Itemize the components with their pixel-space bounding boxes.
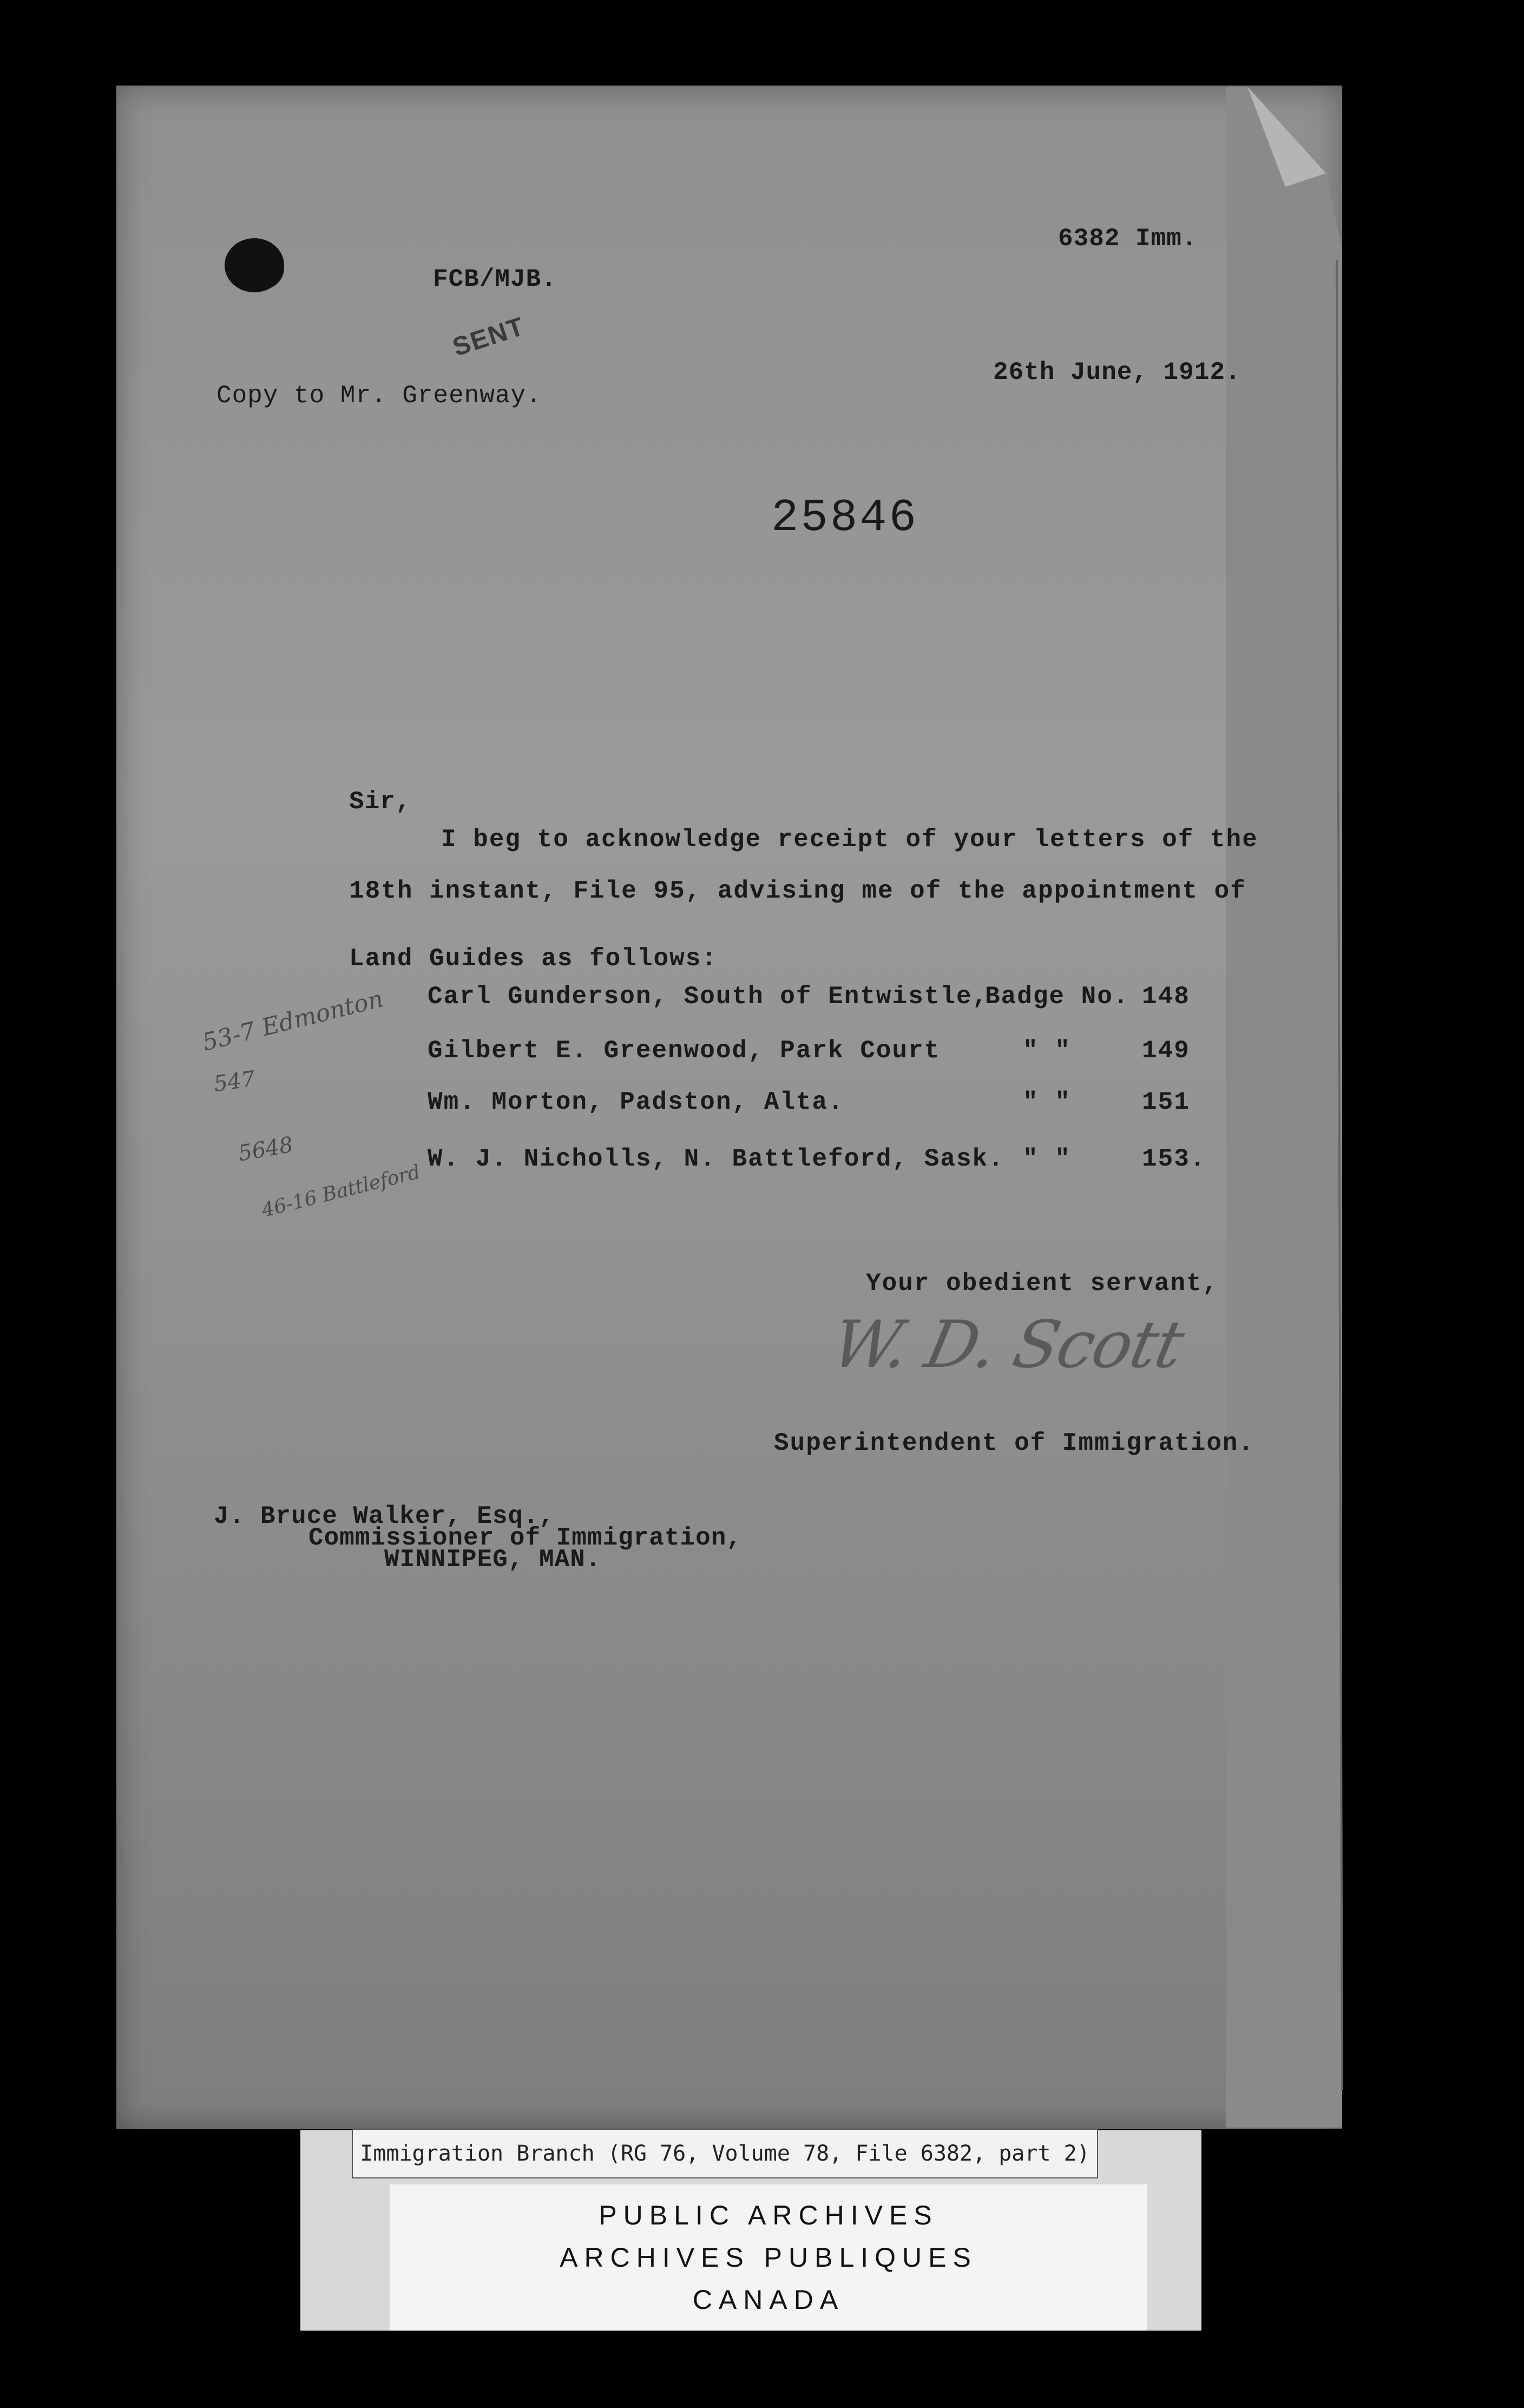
sent-stamp: SENT xyxy=(449,312,528,362)
file-reference: 6382 Imm. xyxy=(1058,225,1198,253)
letter-date: 26th June, 1912. xyxy=(993,358,1241,387)
guide-badge-label: " " xyxy=(1023,1037,1071,1065)
addressee-title: Commissioner of Immigration, xyxy=(308,1524,742,1552)
archive-stamp xyxy=(390,2184,1147,2331)
signature: W. D. Scott xyxy=(825,1307,1190,1383)
archive-line: ARCHIVES PUBLIQUES xyxy=(560,2242,977,2273)
guide-badge-label: " " xyxy=(1023,1088,1071,1116)
archive-line: PUBLIC ARCHIVES xyxy=(599,2200,938,2230)
guide-badge-number: 151 xyxy=(1142,1088,1190,1116)
guide-name: Wm. Morton, Padston, Alta. xyxy=(428,1088,844,1116)
copy-to-line: Copy to Mr. Greenway. xyxy=(216,382,542,410)
typist-initials: FCB/MJB. xyxy=(433,265,557,293)
guide-badge-label: Badge No. xyxy=(985,983,1129,1011)
archive-line: CANADA xyxy=(692,2285,845,2315)
margin-note: 53-7 Edmonton xyxy=(199,985,386,1057)
punch-hole xyxy=(225,238,284,292)
guide-name: Carl Gunderson, South of Entwistle, xyxy=(428,983,989,1011)
guide-badge-label: " " xyxy=(1023,1145,1071,1173)
guide-badge-number: 153. xyxy=(1142,1145,1206,1173)
body-line: 18th instant, File 95, advising me of the appointment of xyxy=(349,877,1246,905)
margin-note: 46-16 Battleford xyxy=(259,1161,423,1222)
closing: Your obedient servant, xyxy=(866,1270,1219,1298)
margin-note: 547 xyxy=(212,1066,257,1097)
guide-badge-number: 148 xyxy=(1142,983,1190,1011)
file-number: 25846 xyxy=(771,493,919,544)
body-line: I beg to acknowledge receipt of your letters of the xyxy=(441,826,1258,854)
archive-reference: Immigration Branch (RG 76, Volume 78, File 6382, part 2) xyxy=(352,2129,1098,2178)
guide-name: Gilbert E. Greenwood, Park Court xyxy=(428,1037,941,1065)
margin-note: 5648 xyxy=(236,1132,295,1167)
body-line: Land Guides as follows: xyxy=(349,945,718,973)
addressee-city: WINNIPEG, MAN. xyxy=(384,1546,601,1574)
salutation: Sir, xyxy=(349,788,411,816)
addressee-name: J. Bruce Walker, Esq., xyxy=(214,1502,555,1530)
guide-name: W. J. Nicholls, N. Battleford, Sask. xyxy=(428,1145,1004,1173)
signatory-title: Superintendent of Immigration. xyxy=(774,1429,1255,1457)
folded-page-corner xyxy=(1226,87,1350,2128)
guide-badge-number: 149 xyxy=(1142,1037,1190,1065)
